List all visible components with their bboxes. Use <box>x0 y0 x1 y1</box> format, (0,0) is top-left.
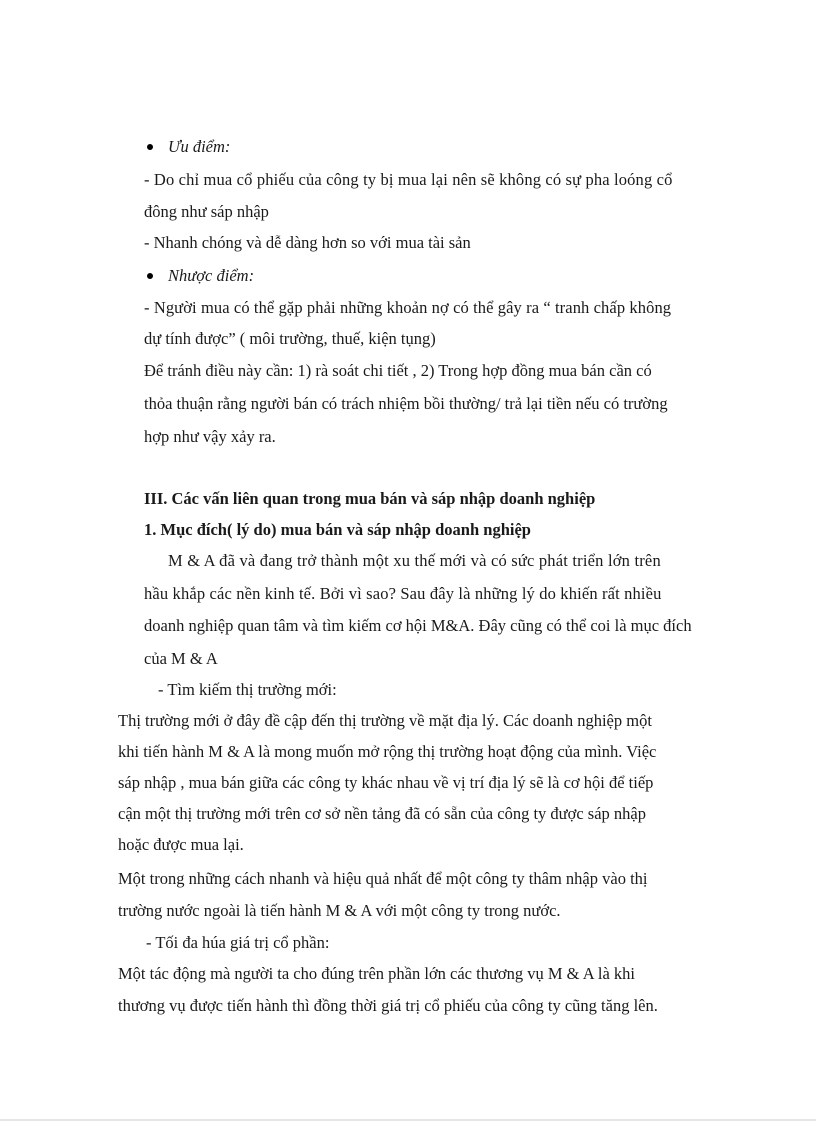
section-subtitle: 1. Mục đích( lý do) mua bán và sáp nhập doanh nghiệp <box>144 520 531 539</box>
intro-line: doanh nghiệp quan tâm và tìm kiếm cơ hội M&A. Đây cũng có thể coi là mục đích <box>144 616 692 635</box>
advantages-line: - Nhanh chóng và dễ dàng hơn so với mua tài sản <box>144 233 471 252</box>
page-bottom-edge <box>0 1119 816 1121</box>
point1-line: cận một thị trường mới trên cơ sở nền tảng đã có sẵn của công ty được sáp nhập <box>118 804 646 823</box>
advantages-label: Ưu điểm: <box>168 137 231 156</box>
bullet-dot-advantages <box>147 144 153 150</box>
section-title: III. Các vấn liên quan trong mua bán và sáp nhập doanh nghiệp <box>144 489 596 508</box>
advantages-line: - Do chỉ mua cổ phiếu của công ty bị mua lại nên sẽ không có sự pha loóng cổ <box>144 170 673 189</box>
point1-line: Thị trường mới ở đây đề cập đến thị trường về mặt địa lý. Các doanh nghiệp một <box>118 711 652 730</box>
point1-line: Một trong những cách nhanh và hiệu quả nhất để một công ty thâm nhập vào thị <box>118 869 648 888</box>
point1-title: - Tìm kiếm thị trường mới: <box>158 680 337 699</box>
point2-line: thương vụ được tiến hành thì đồng thời giá trị cổ phiếu của công ty cũng tăng lên. <box>118 996 658 1015</box>
point2-title: - Tối đa húa giá trị cổ phần: <box>146 933 330 952</box>
intro-line: của M & A <box>144 649 218 668</box>
bullet-dot-disadvantages <box>147 273 153 279</box>
disadvantages-line: hợp như vậy xảy ra. <box>144 427 276 446</box>
point1-line: hoặc được mua lại. <box>118 835 244 854</box>
point2-line: Một tác động mà người ta cho đúng trên phần lớn các thương vụ M & A là khi <box>118 964 635 983</box>
point1-line: khi tiến hành M & A là mong muốn mở rộng thị trường hoạt động của mình. Việc <box>118 742 657 761</box>
intro-line: M & A đã và đang trở thành một xu thế mới và có sức phát triển lớn trên <box>168 551 661 570</box>
disadvantages-line: Để tránh điều này cần: 1) rà soát chi tiết , 2) Trong hợp đồng mua bán cần có <box>144 361 652 380</box>
intro-line: hầu khắp các nền kinh tế. Bởi vì sao? Sau đây là những lý do khiến rất nhiều <box>144 584 662 603</box>
point1-line: sáp nhập , mua bán giữa các công ty khác nhau về vị trí địa lý sẽ là cơ hội để tiếp <box>118 773 654 792</box>
disadvantages-label: Nhược điểm: <box>168 266 255 285</box>
advantages-line: đông như sáp nhập <box>144 202 269 221</box>
point1-line: trường nước ngoài là tiến hành M & A với một công ty trong nước. <box>118 901 561 920</box>
disadvantages-line: dự tính được” ( môi trường, thuế, kiện tụng) <box>144 329 436 348</box>
disadvantages-line: thỏa thuận rằng người bán có trách nhiệm bồi thường/ trả lại tiền nếu có trường <box>144 394 668 413</box>
disadvantages-line: - Người mua có thể gặp phải những khoản nợ có thể gây ra “ tranh chấp không <box>144 298 672 317</box>
